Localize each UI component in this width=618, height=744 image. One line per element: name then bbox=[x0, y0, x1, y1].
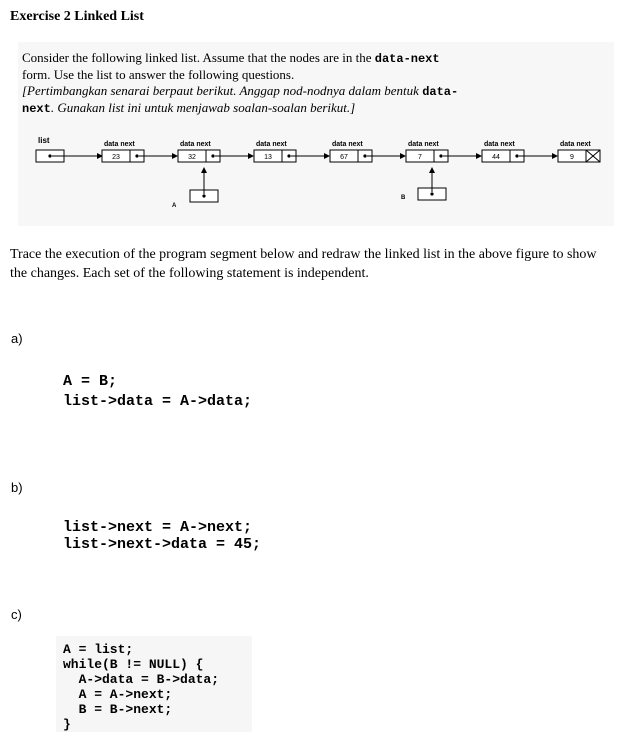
intro-line-1: Consider the following linked list. Assume that the nodes are in the data-next bbox=[22, 50, 440, 66]
node-pointer-dot bbox=[439, 154, 442, 157]
part-c-code-line-2: while(B != NULL) { bbox=[63, 657, 204, 672]
linked-list-diagram bbox=[18, 42, 614, 226]
part-c-label: c) bbox=[11, 607, 22, 622]
intro-code-3: data- bbox=[422, 85, 459, 99]
node-pointer-dot bbox=[363, 154, 366, 157]
part-c-code-line-4: A = A->next; bbox=[63, 687, 173, 702]
node-value: 32 bbox=[188, 154, 196, 161]
node-value: 7 bbox=[418, 154, 422, 161]
node-pointer-dot bbox=[515, 154, 518, 157]
node-field-label: data next bbox=[484, 141, 515, 148]
head-pointer-dot bbox=[48, 154, 51, 157]
part-a-label: a) bbox=[11, 331, 23, 346]
node-field-label: data next bbox=[256, 141, 287, 148]
exercise-title: Exercise 2 Linked List bbox=[10, 9, 144, 24]
part-a-code-line-1: A = B; bbox=[63, 373, 118, 390]
node-field-label: data next bbox=[180, 141, 211, 148]
intro-line-4: next. Gunakan list ini untuk menjawab soalan-soalan berikut.] bbox=[22, 100, 356, 116]
part-b-code-line-1: list->next = A->next; bbox=[63, 519, 253, 536]
node-value: 9 bbox=[570, 154, 574, 161]
node-pointer-dot bbox=[211, 154, 214, 157]
part-a-code-line-2: list->data = A->data; bbox=[63, 393, 253, 410]
node-value: 67 bbox=[340, 154, 348, 161]
part-c-code-line-6: } bbox=[63, 717, 71, 732]
pointer-a-label: A bbox=[172, 203, 177, 209]
pointer-a-dot bbox=[202, 194, 205, 197]
intro-line-3: [Pertimbangkan senarai berpaut berikut. Anggap nod-nodnya dalam bentuk data- bbox=[22, 83, 459, 99]
part-c-code-line-3: A->data = B->data; bbox=[63, 672, 220, 687]
figure-panel bbox=[18, 42, 614, 226]
node-pointer-dot bbox=[135, 154, 138, 157]
node-field-label: data next bbox=[408, 141, 439, 148]
node-value: 13 bbox=[264, 154, 272, 161]
pointer-b-label: B bbox=[401, 195, 406, 201]
nodes-group bbox=[102, 141, 600, 162]
intro-code-1: data-next bbox=[374, 52, 440, 66]
node-value: 23 bbox=[112, 154, 120, 161]
pointer-b-dot bbox=[430, 192, 433, 195]
part-c-code-line-5: B = B->next; bbox=[63, 702, 173, 717]
node-field-label: data next bbox=[104, 141, 135, 148]
node-field-label: data next bbox=[560, 141, 591, 148]
part-b-code-line-2: list->next->data = 45; bbox=[63, 536, 262, 553]
intro-code-4: next bbox=[22, 102, 51, 116]
part-b-label: b) bbox=[11, 480, 23, 495]
part-c-code-line-1: A = list; bbox=[63, 642, 134, 657]
head-label: list bbox=[38, 136, 50, 145]
question-text: Trace the execution of the program segment below and redraw the linked list in the above figure to show the changes. Each set of the following statement is independent. bbox=[10, 247, 597, 281]
node-pointer-dot bbox=[287, 154, 290, 157]
node-field-label: data next bbox=[332, 141, 363, 148]
node-value: 44 bbox=[492, 154, 500, 161]
intro-line-2: form. Use the list to answer the following questions. bbox=[22, 67, 295, 82]
